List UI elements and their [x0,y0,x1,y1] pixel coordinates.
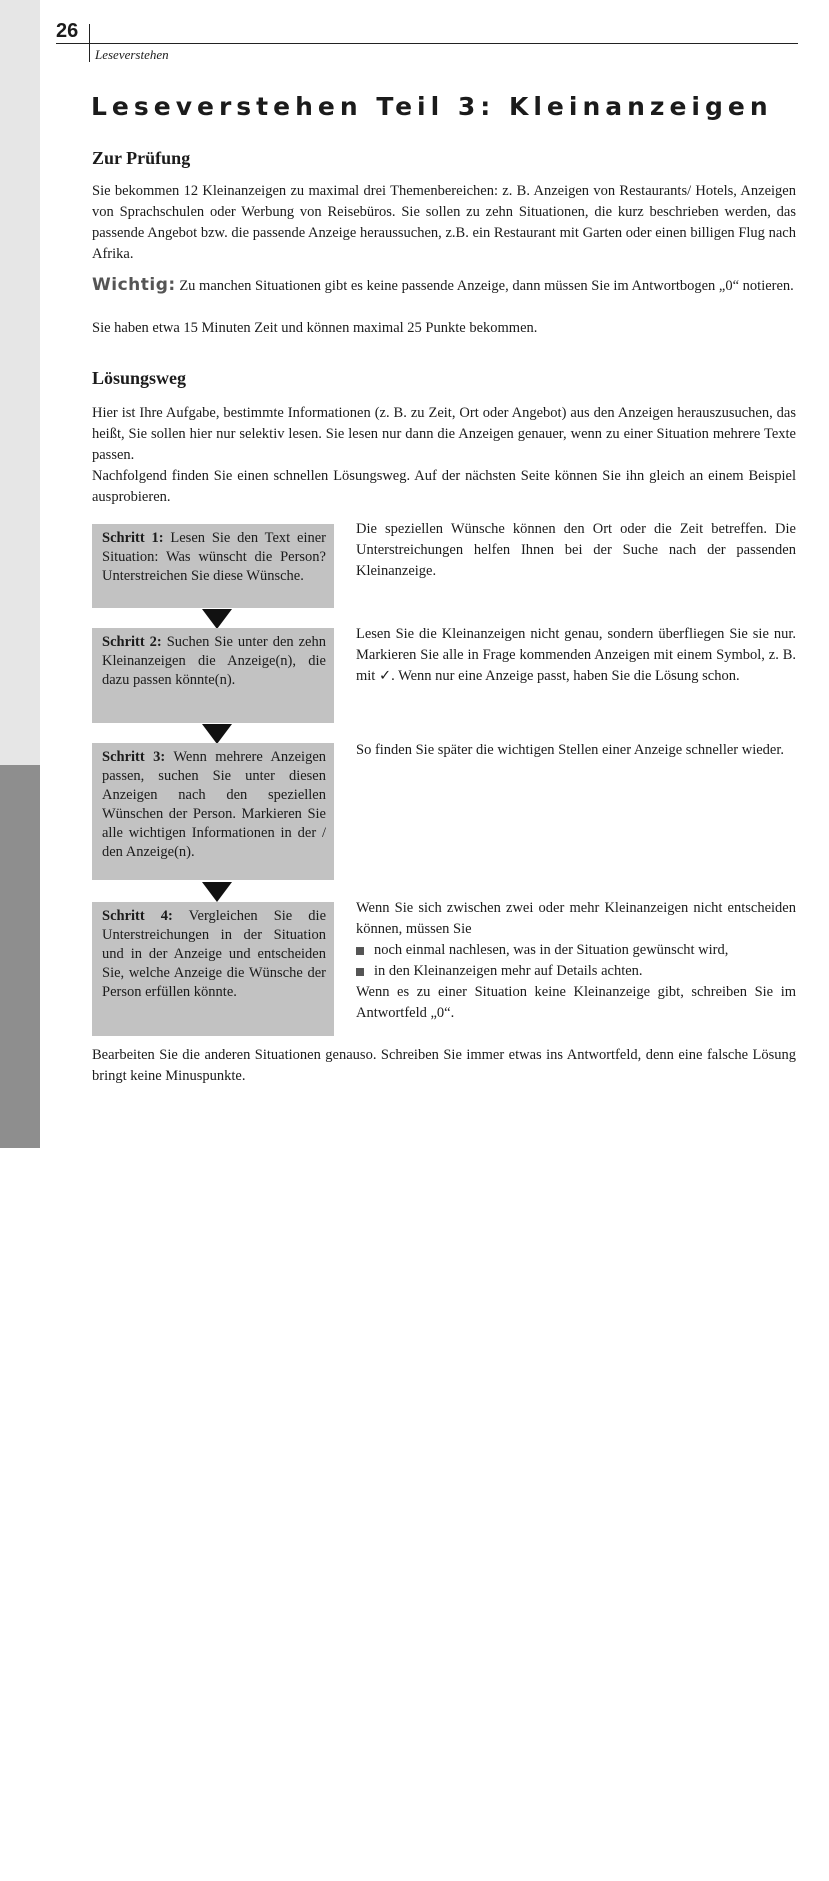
wichtig-paragraph [92,275,796,297]
step-2-label: Schritt 2: [102,634,162,650]
step-1-note: Die speziellen Wünsche können den Ort oder die Zeit betreffen. Die Unterstreichungen helfen Ihnen bei der Suche nach der passenden Kleinanzeige. [356,521,796,579]
step-2-text: Suchen Sie unter den zehn Kleinanzeigen die Anzeige(n), die dazu passen könnte(n). [102,634,326,688]
step-1-box [92,524,334,608]
closing-paragraph: Bearbeiten Sie die anderen Situationen genauso. Schreiben Sie immer etwas ins Antwortfeld, denn eine falsche Lösung bringt keine Minuspunkte. [92,1047,796,1084]
square-bullet-icon [356,947,364,955]
chapter-tab [0,765,40,1881]
page-number: 26 [56,20,79,42]
step-2-note: Lesen Sie die Kleinanzeigen nicht genau, sondern überfliegen Sie sie nur. Markieren Sie alle in Frage kommenden Anzeigen mit einem Symbol, z. B. mit ✓. Wenn nur eine Anzeige passt, haben Sie die Lösung schon. [356,626,796,684]
square-bullet-icon [356,968,364,976]
wichtig-text: Zu manchen Situationen gibt es keine passende Anzeige, dann müssen Sie im Antwortbogen „0“ notieren. [175,278,794,294]
loesungsweg-paragraph-2: Nachfolgend finden Sie einen schnellen Lösungsweg. Auf der nächsten Seite können Sie ihn gleich an einem Beispiel ausprobieren. [92,468,796,505]
step-4-note [356,898,796,1024]
step-2-box [92,628,334,723]
bullet-text: in den Kleinanzeigen mehr auf Details achten. [374,963,643,979]
step-3-box [92,743,334,880]
down-arrow-icon [202,724,232,744]
step-4-label: Schritt 4: [102,908,173,924]
down-arrow-icon [202,609,232,629]
step-3-label: Schritt 3: [102,749,166,765]
bullet-text: noch einmal nachlesen, was in der Situation gewünscht wird, [374,942,729,958]
step-4-box [92,902,334,1036]
wichtig-label: Wichtig: [92,275,176,295]
list-item [356,940,796,961]
step-1-text: Lesen Sie den Text einer Situation: Was wünscht die Person? Unterstreichen Sie diese Wünsche. [102,530,326,584]
step-1-label: Schritt 1: [102,530,164,546]
step-4-text: Vergleichen Sie die Unterstreichungen in der Situation und in der Anzeige und entscheiden Sie, welche Anzeige die Wünsche der Person erfüllen könnte. [102,908,327,1000]
step-4-note-outro: Wenn es zu einer Situation keine Kleinanzeige gibt, schreiben Sie im Antwortfeld „0“. [356,984,796,1021]
header-rule [56,43,798,44]
pruefung-time-paragraph: Sie haben etwa 15 Minuten Zeit und können maximal 25 Punkte bekommen. [92,320,538,336]
running-head: Leseverstehen [95,47,169,62]
list-item [356,961,796,982]
down-arrow-icon [202,882,232,902]
step-4-note-intro: Wenn Sie sich zwischen zwei oder mehr Kleinanzeigen nicht entscheiden können, müssen Sie [356,900,796,937]
section-heading-loesungsweg: Lösungsweg [92,368,187,388]
chapter-tab-label: Leseverstehen Teil 3: Kleinanzeigen [20,1576,36,1881]
loesungsweg-paragraph-1: Hier ist Ihre Aufgabe, bestimmte Informationen (z. B. zu Zeit, Ort oder Angebot) aus den Anzeigen herauszusuchen, das heißt, Sie sollen hier nur selektiv lesen. Sie lesen nur dann die Anzeigen genauer, wenn zu einer Situation mehrere Texte passen. [92,405,796,463]
pruefung-paragraph: Sie bekommen 12 Kleinanzeigen zu maximal drei Themenbereichen: z. B. Anzeigen von Restaurants/ Hotels, Anzeigen von Sprachschulen oder Werbung von Reisebüros. Sie sollen zu zehn Situationen, die kurz beschrieben werden, das passende Angebot bzw. die passende Anzeige heraussuchen, z.B. ein Restaurant mit Garten oder einen billigen Flug nach Afrika. [92,183,796,262]
step-3-note: So finden Sie später die wichtigen Stellen einer Anzeige schneller wieder. [356,742,785,758]
section-heading-pruefung: Zur Prüfung [92,148,191,168]
step-3-text: Wenn mehrere Anzeigen passen, suchen Sie unter diesen Anzeigen nach den speziellen Wünschen der Person. Markieren Sie alle wichtigen Informationen in der / den Anzeige(n). [102,749,327,860]
page-title: Leseverstehen Teil 3: Kleinanzeigen [91,92,773,121]
